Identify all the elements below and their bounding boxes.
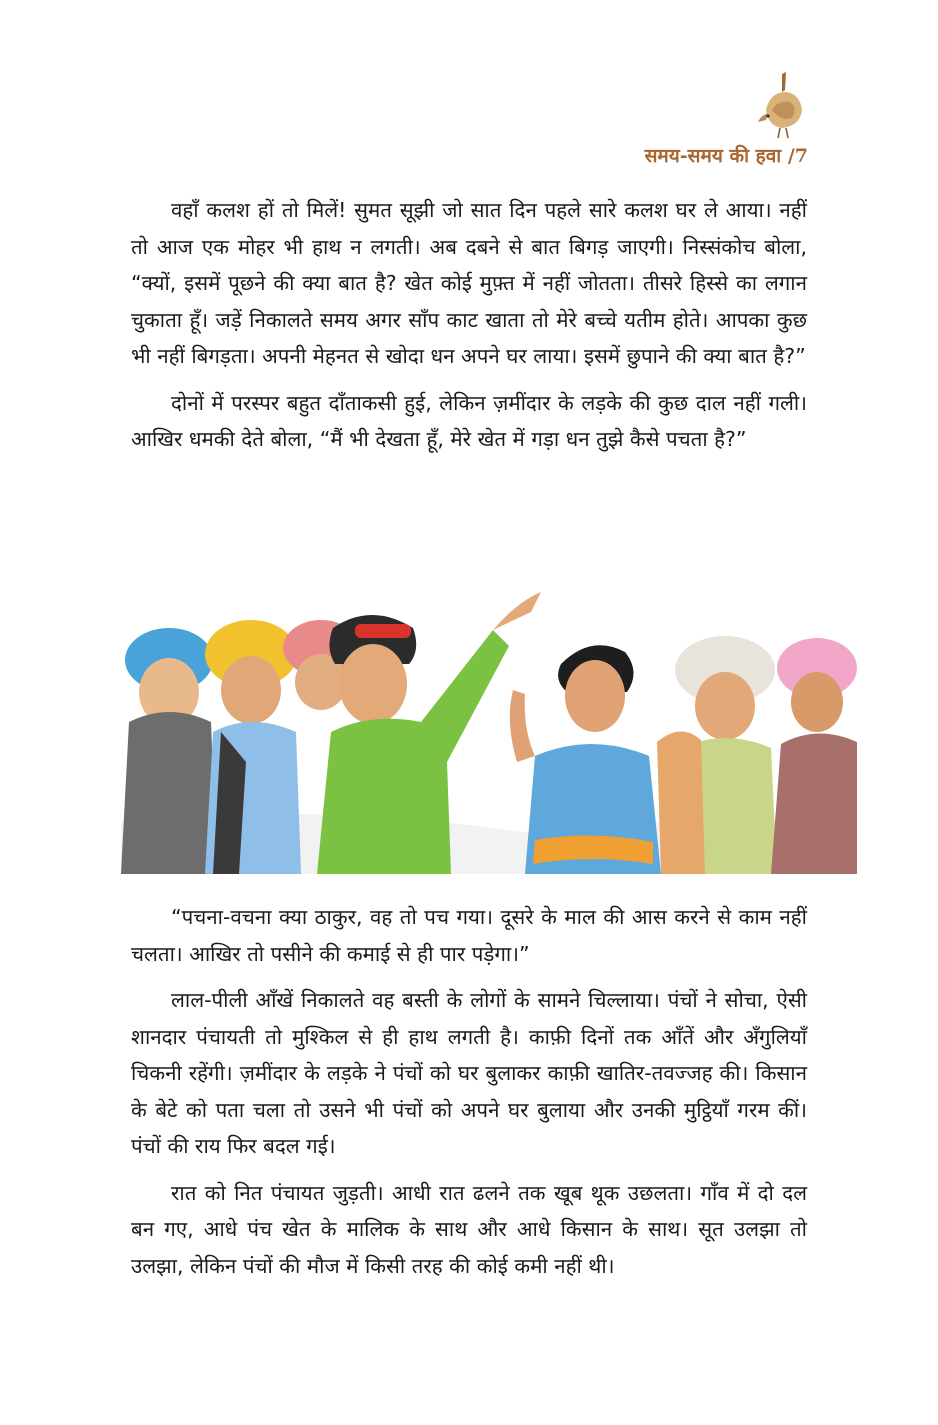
- paragraph: दोनों में परस्पर बहुत दाँताकसी हुई, लेकिन ज़मींदार के लड़के की कुछ दाल नहीं गली। आखिर धमकी देते बोला, “मैं भी देखता हूँ, मेरे खेत में गड़ा धन तुझे कैसे पचता है?”: [131, 390, 807, 451]
- body-text-bottom: [131, 899, 807, 1294]
- crowd-illustration: [121, 572, 857, 874]
- paragraph: वहाँ कलश हों तो मिलें! सुमत सूझी जो सात दिन पहले सारे कलश घर ले आया। नहीं तो आज एक मोहर भी हाथ न लगती। अब दबने से बात बिगड़ जाएगी। निस्संकोच बोला, “क्यों, इसमें पूछने की क्या बात है? खेत कोई मुफ़्त में नहीं जोतता। तीसरे हिस्से का लगान चुकाता हूँ। जड़ें निकालते समय अगर साँप काट खाता तो मेरे बच्चे यतीम होते। आपका कुछ भी नहीं बिगड़ता। अपनी मेहनत से खोदा धन अपने घर लाया। इसमें छुपाने की क्या बात है?”: [131, 198, 807, 368]
- paragraph: लाल-पीली आँखें निकालते वह बस्ती के लोगों के सामने चिल्लाया। पंचों ने सोचा, ऐसी शानदार पंचायती तो मुश्किल से ही हाथ लगती है। काफ़ी दिनों तक आँतें और अँगुलियाँ चिकनी रहेंगी। ज़मींदार के लड़के ने पंचों को घर बुलाकर काफ़ी खातिर-तवज्जह की। किसान के बेटे को पता चला तो उसने भी पंचों को अपने घर बुलाया और उनकी मुट्ठियाँ गरम कीं। पंचों की राय फिर बदल गई।: [131, 988, 807, 1158]
- body-text-top: [131, 192, 807, 468]
- running-header: समय-समय की हवा /7: [644, 145, 808, 167]
- paragraph: “पचना-वचना क्या ठाकुर, वह तो पच गया। दूसरे के माल की आस करने से काम नहीं चलता। आखिर तो पसीने की कमाई से ही पार पड़ेगा।”: [131, 905, 807, 966]
- bird-icon: [752, 70, 812, 142]
- paragraph: रात को नित पंचायत जुड़ती। आधी रात ढलने तक खूब थूक उछलता। गाँव में दो दल बन गए, आधे पंच खेत के मालिक के साथ और आधे किसान के साथ। सूत उलझा तो उलझा, लेकिन पंचों की मौज में किसी तरह की कोई कमी नहीं थी।: [131, 1180, 807, 1278]
